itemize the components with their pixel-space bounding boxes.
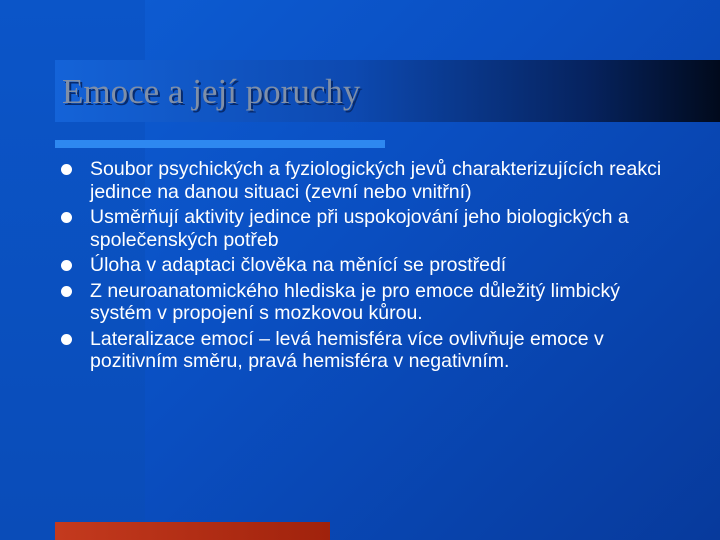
bullet-item bbox=[60, 206, 680, 251]
bullet-text: Z neuroanatomického hlediska je pro emoce důležitý limbický systém v propojení s mozkovou kůrou. bbox=[90, 279, 621, 324]
bullet-dot-icon bbox=[61, 286, 72, 297]
bullet-text: Soubor psychických a fyziologických jevů charakterizujících reakci jedince na danou situaci (zevní nebo vnitřní) bbox=[90, 158, 662, 203]
bullet-item bbox=[60, 254, 680, 277]
bullet-item bbox=[60, 328, 680, 373]
bullet-text: Úloha v adaptaci člověka na měnící se prostředí bbox=[90, 254, 507, 276]
bottom-accent-bar bbox=[55, 522, 330, 540]
bullet-dot-icon bbox=[61, 334, 72, 345]
bullet-item bbox=[60, 280, 680, 325]
bullet-dot-icon bbox=[61, 164, 72, 175]
slide-title: Emoce a její poruchy bbox=[62, 72, 361, 111]
bullet-dot-icon bbox=[61, 260, 72, 271]
title-underline-bar bbox=[55, 140, 385, 148]
bullet-text: Lateralizace emocí – levá hemisféra více ovlivňuje emoce v pozitivním směru, pravá hemisféra v negativním. bbox=[90, 327, 604, 372]
bullet-item bbox=[60, 158, 680, 203]
bullet-dot-icon bbox=[61, 212, 72, 223]
bullet-list bbox=[60, 158, 680, 376]
bullet-text: Usměrňují aktivity jedince při uspokojování jeho biologických a společenských potřeb bbox=[90, 206, 629, 251]
